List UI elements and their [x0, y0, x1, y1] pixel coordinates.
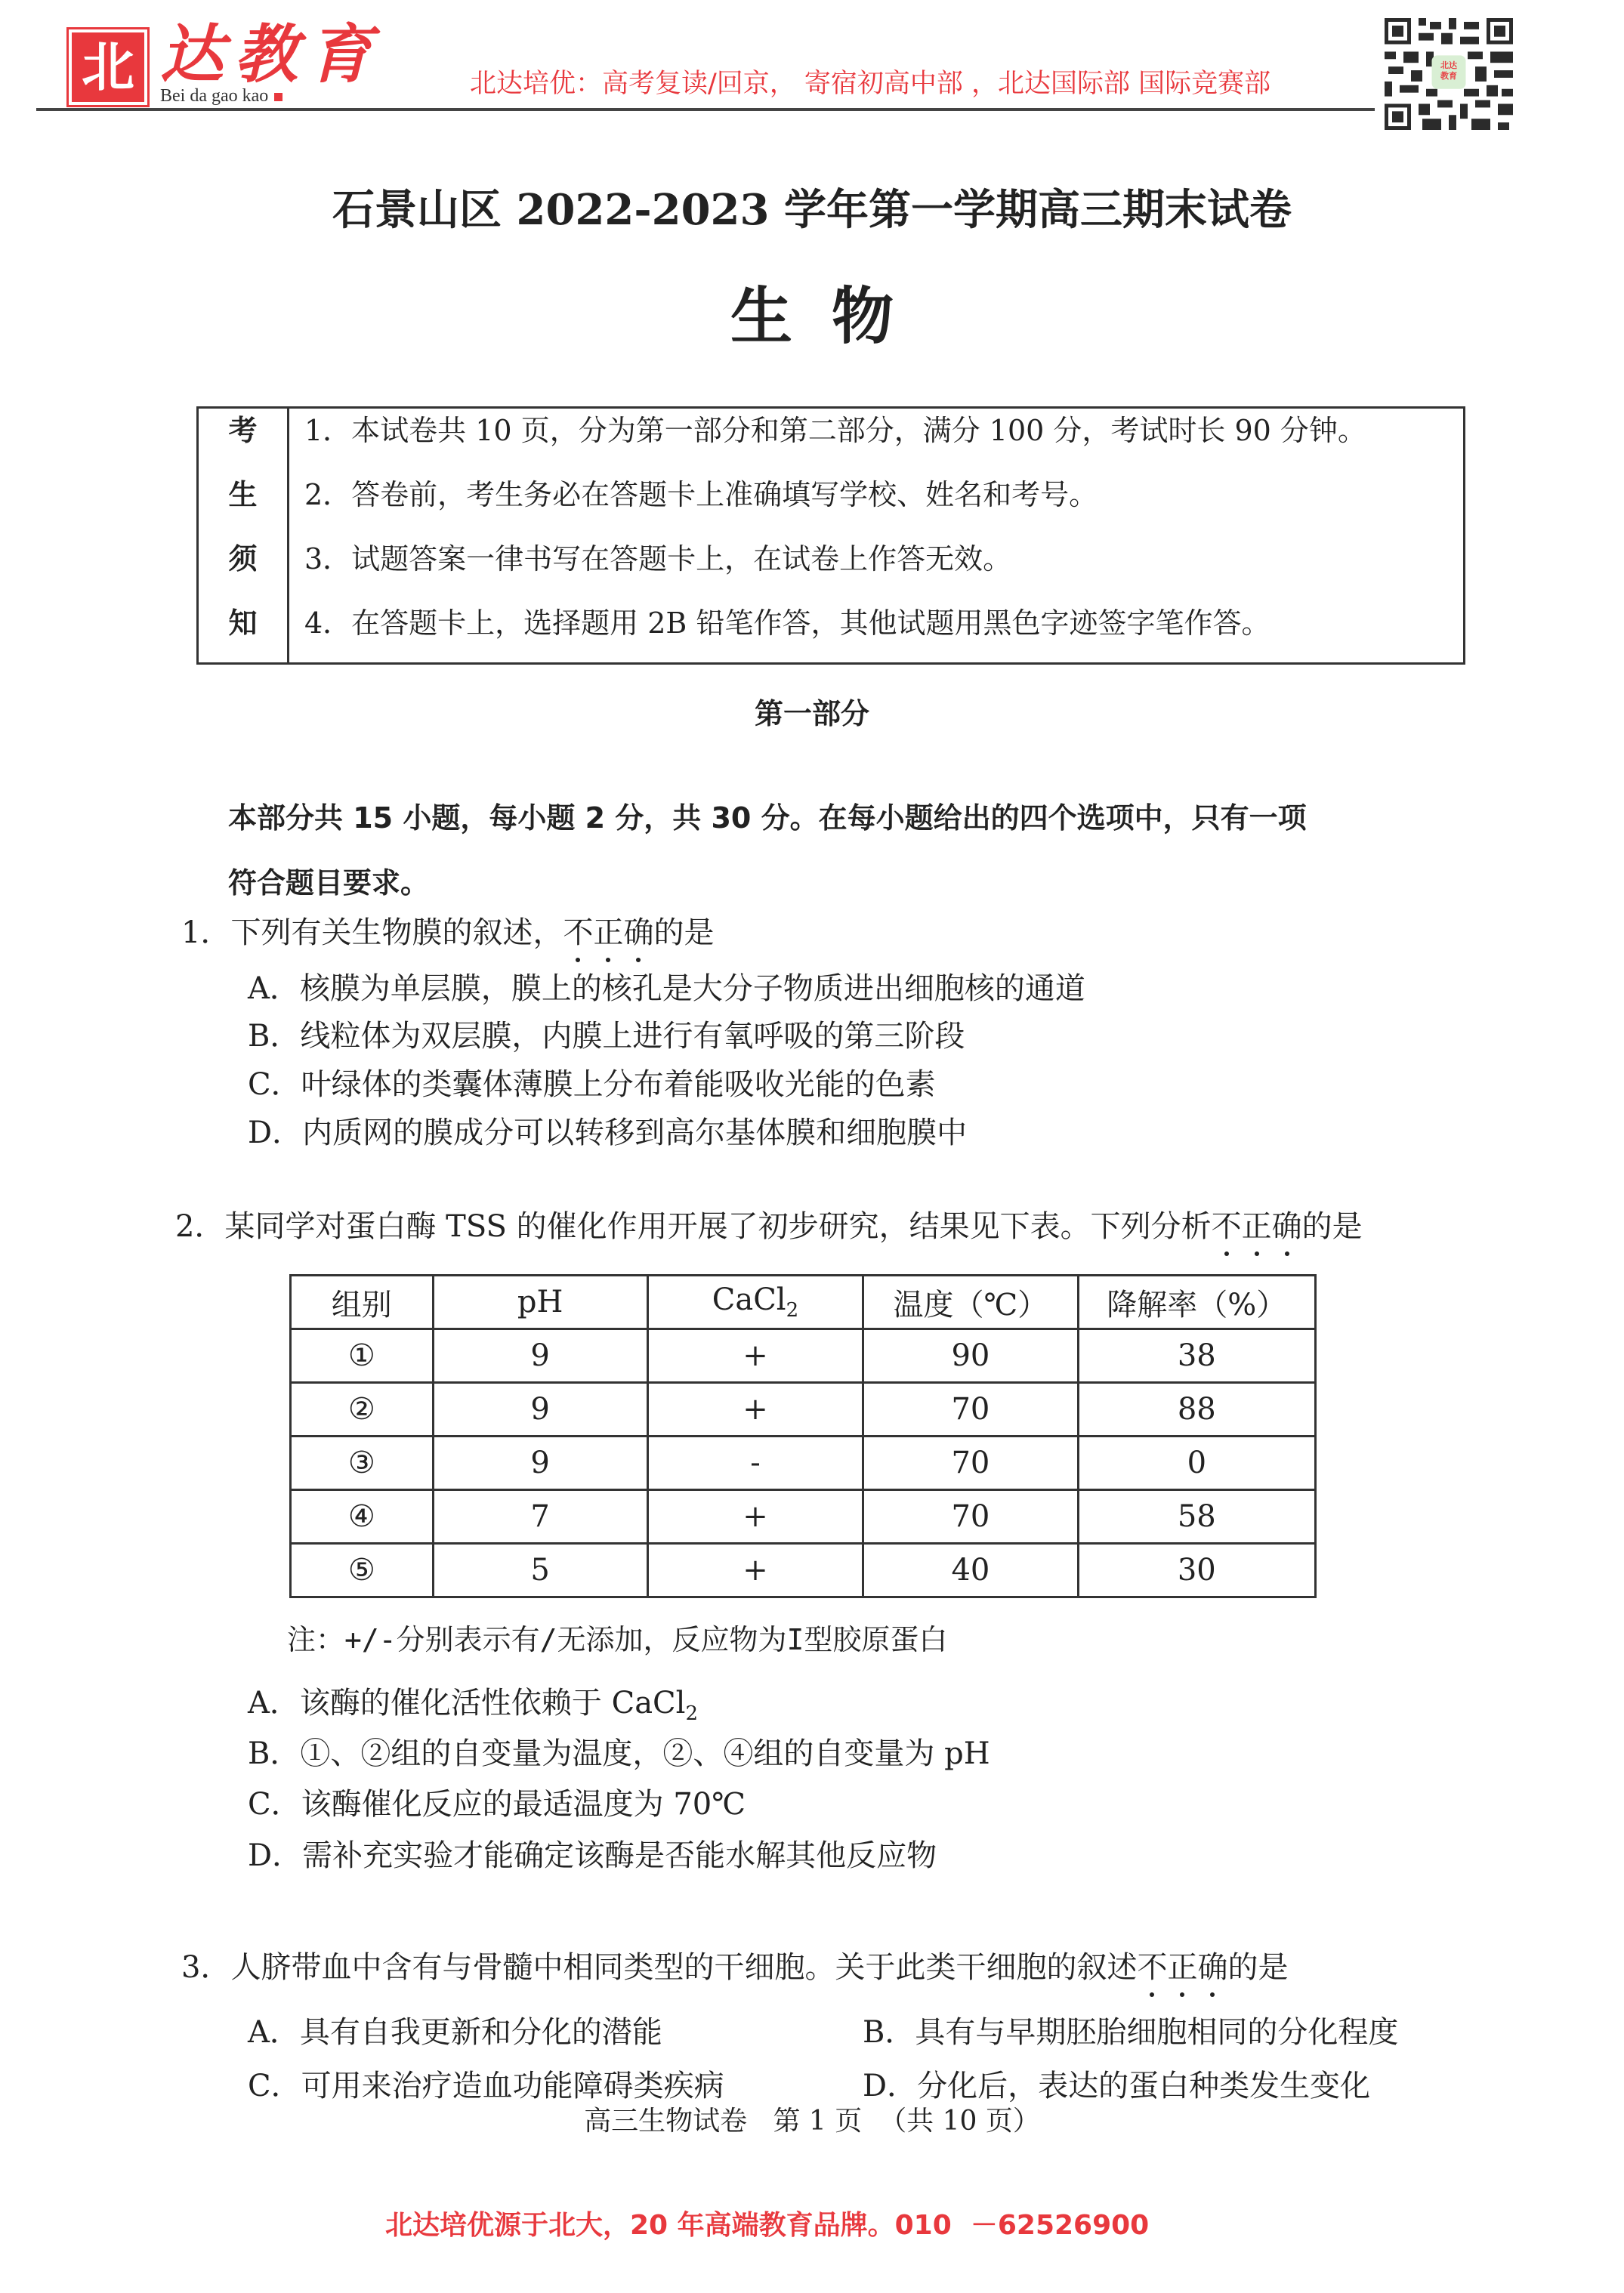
table-row — [291, 1490, 1316, 1544]
experiment-table — [289, 1274, 1317, 1598]
question-stem-text: 的是 — [1227, 1950, 1289, 1985]
table-cell: ③ — [291, 1437, 434, 1490]
question-1-option-d: D．内质网的膜成分可以转移到高尔基体膜和细胞膜中 — [248, 1116, 968, 1150]
table-header — [647, 1276, 863, 1329]
bottom-slogan: 北达培优源于北大，20 年高端教育品牌。010 －62526900 — [385, 2210, 1150, 2241]
notice-label: 考 — [228, 414, 258, 447]
table-header-row — [291, 1276, 1316, 1329]
notice-label: 生 — [228, 478, 258, 511]
table-cell: + — [647, 1490, 863, 1544]
notice-item: 4．在答题卡上，选择题用 2B 铅笔作答，其他试题用黑色字迹签字笔作答。 — [304, 606, 1270, 640]
logo-subtitle — [160, 86, 283, 106]
table-cell: ⑤ — [291, 1544, 434, 1597]
notice-item: 1．本试卷共 10 页，分为第一部分和第二部分，满分 100 分，考试时长 90 分钟。 — [304, 414, 1366, 447]
table-cell: 9 — [433, 1329, 647, 1383]
table-row — [291, 1329, 1316, 1383]
question-2-option-d: D．需补充实验才能确定该酶是否能水解其他反应物 — [248, 1838, 937, 1873]
logo-square-icon — [274, 93, 283, 101]
question-stem-text: 的是 — [1301, 1209, 1363, 1244]
page-footer: 高三生物试卷 第 1 页 （共 10 页） — [584, 2106, 1040, 2137]
table-cell: 38 — [1078, 1329, 1315, 1383]
question-2-stem — [175, 1206, 1363, 1247]
table-cell: ④ — [291, 1490, 434, 1544]
header-slogan: 北达培优：高考复读/回京， 寄宿初高中部 ，北达国际部 国际竞赛部 — [470, 69, 1271, 99]
table-cell: 9 — [433, 1437, 647, 1490]
table-cell: ① — [291, 1329, 434, 1383]
question-stem-text: 2．某同学对蛋白酶 TSS 的催化作用开展了初步研究，结果见下表。下列分析 — [175, 1209, 1212, 1244]
question-1-option-c: C．叶绿体的类囊体薄膜上分布着能吸收光能的色素 — [248, 1067, 936, 1102]
section-intro-line: 符合题目要求。 — [228, 866, 430, 900]
table-cell: + — [647, 1383, 863, 1437]
table-header: 降解率（%） — [1078, 1276, 1315, 1329]
emphasis-char: 不 — [1211, 1209, 1242, 1244]
table-cell: 70 — [863, 1383, 1078, 1437]
table-note: 注：+/-分别表示有/无添加，反应物为I型胶原蛋白 — [287, 1623, 948, 1656]
qr-logo-text: 北达教育 — [1440, 60, 1457, 81]
notice-label: 须 — [228, 542, 258, 576]
question-stem-text: 1．下列有关生物膜的叙述， — [181, 915, 563, 950]
subject-title: 生物 — [730, 281, 933, 353]
emphasis-char: 确 — [1197, 1950, 1228, 1985]
table-cell: - — [647, 1437, 863, 1490]
option-text: A．该酶的催化活性依赖于 CaCl — [248, 1686, 686, 1721]
subscript: 2 — [786, 1299, 799, 1322]
table-header: 组别 — [291, 1276, 434, 1329]
emphasis-char: 确 — [1271, 1209, 1302, 1244]
question-1-option-b: B．线粒体为双层膜，内膜上进行有氧呼吸的第三阶段 — [248, 1019, 965, 1054]
logo-seal — [66, 27, 150, 107]
table-cell: 88 — [1078, 1383, 1315, 1437]
table-cell: 7 — [433, 1490, 647, 1544]
emphasis-char: 不 — [1137, 1950, 1168, 1985]
question-2-option-b: B．①、②组的自变量为温度，②、④组的自变量为 pH — [248, 1736, 990, 1771]
table-cell: 40 — [863, 1544, 1078, 1597]
table-row — [291, 1383, 1316, 1437]
table-cell: 30 — [1078, 1544, 1315, 1597]
table-header: pH — [433, 1276, 647, 1329]
section-title: 第一部分 — [754, 697, 869, 730]
emphasis-char: 不 — [563, 915, 594, 950]
question-3-stem — [181, 1947, 1288, 1988]
table-header-text: CaCl — [712, 1282, 786, 1317]
table-cell: 70 — [863, 1490, 1078, 1544]
notice-item: 3．试题答案一律书写在答题卡上，在试卷上作答无效。 — [304, 542, 1012, 576]
table-header: 温度（℃） — [863, 1276, 1078, 1329]
exam-title: 石景山区 2022-2023 学年第一学期高三期末试卷 — [332, 185, 1292, 235]
table-cell: 58 — [1078, 1490, 1315, 1544]
logo-name: 达教育 — [160, 17, 383, 91]
table-cell: 9 — [433, 1383, 647, 1437]
table-cell: + — [647, 1544, 863, 1597]
section-intro-line: 本部分共 15 小题，每小题 2 分，共 30 分。在每小题给出的四个选项中，只有一项 — [228, 801, 1307, 835]
question-stem-text: 的是 — [653, 915, 715, 950]
table-cell: 90 — [863, 1329, 1078, 1383]
subscript: 2 — [685, 1702, 698, 1725]
notice-label-column — [199, 409, 289, 662]
section-intro — [228, 785, 1512, 915]
question-2-option-a — [248, 1683, 698, 1734]
table-cell: ② — [291, 1383, 434, 1437]
notice-label: 知 — [228, 606, 258, 640]
header-divider — [36, 108, 1375, 111]
table-row — [291, 1437, 1316, 1490]
logo-subtitle-text: Bei da gao kao — [160, 86, 269, 106]
logo-char: 北 — [82, 36, 134, 98]
question-3-option-d: D．分化后，表达的蛋白种类发生变化 — [863, 2069, 1371, 2103]
question-3-option-b: B．具有与早期胚胎细胞相同的分化程度 — [863, 2015, 1399, 2050]
question-stem-text: 3．人脐带血中含有与骨髓中相同类型的干细胞。关于此类干细胞的叙述 — [181, 1950, 1138, 1985]
emphasis-char: 正 — [1241, 1209, 1272, 1244]
question-1-option-a: A．核膜为单层膜，膜上的核孔是大分子物质进出细胞核的通道 — [248, 971, 1085, 1006]
question-3-option-a: A．具有自我更新和分化的潜能 — [248, 2015, 662, 2050]
table-row — [291, 1544, 1316, 1597]
emphasis-char: 正 — [1167, 1950, 1198, 1985]
table-cell: 5 — [433, 1544, 647, 1597]
notice-item: 2．答卷前，考生务必在答题卡上准确填写学校、姓名和考号。 — [304, 478, 1098, 511]
exam-notice-box — [196, 406, 1465, 665]
question-2-option-c: C．该酶催化反应的最适温度为 70℃ — [248, 1787, 746, 1822]
table-cell: + — [647, 1329, 863, 1383]
question-3-option-c: C．可用来治疗造血功能障碍类疾病 — [248, 2069, 724, 2103]
emphasis-char: 确 — [623, 915, 654, 950]
table-cell: 0 — [1078, 1437, 1315, 1490]
emphasis-char: 正 — [593, 915, 624, 950]
question-1-stem — [181, 912, 714, 953]
table-cell: 70 — [863, 1437, 1078, 1490]
